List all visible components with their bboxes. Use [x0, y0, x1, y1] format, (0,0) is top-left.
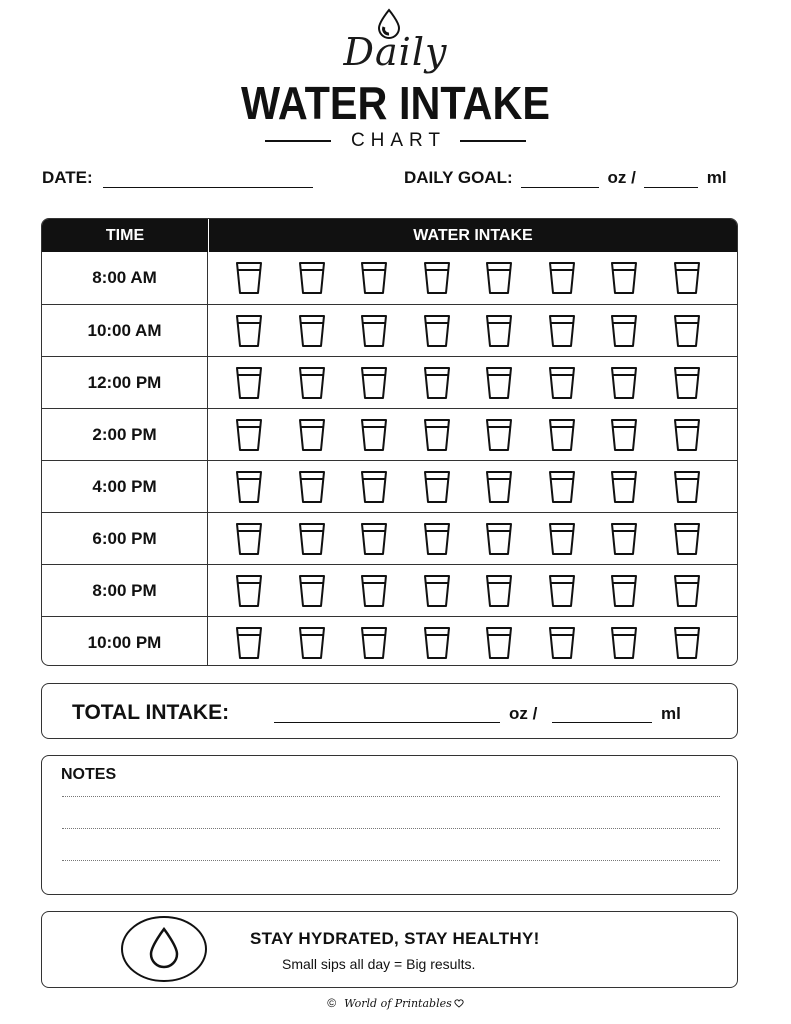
cup-icon[interactable]: [360, 314, 388, 348]
cup-icon[interactable]: [298, 366, 326, 400]
column-header-time: TIME: [42, 219, 209, 252]
cup-icon[interactable]: [423, 522, 451, 556]
cups-cell: [208, 305, 737, 356]
note-line[interactable]: [62, 828, 720, 829]
cup-icon[interactable]: [485, 261, 513, 295]
time-cell: 2:00 PM: [42, 409, 208, 460]
cup-icon[interactable]: [610, 626, 638, 660]
cup-icon[interactable]: [298, 314, 326, 348]
cup-icon[interactable]: [485, 366, 513, 400]
time-cell: 8:00 AM: [42, 252, 208, 304]
cup-icon[interactable]: [485, 314, 513, 348]
cup-icon[interactable]: [298, 626, 326, 660]
notes-label: NOTES: [61, 766, 117, 783]
goal-label: DAILY GOAL:: [404, 168, 513, 187]
total-intake-label: TOTAL INTAKE:: [72, 701, 230, 724]
cup-icon[interactable]: [298, 418, 326, 452]
table-row: [42, 356, 737, 408]
table-header: [42, 219, 737, 252]
table-row: [42, 616, 737, 666]
cups-cell: [208, 357, 737, 408]
cup-icon[interactable]: [548, 366, 576, 400]
date-field: [42, 168, 313, 188]
table-row: [42, 564, 737, 616]
cup-icon[interactable]: [548, 470, 576, 504]
cup-icon[interactable]: [610, 261, 638, 295]
cups-cell: [208, 565, 737, 616]
total-oz-input[interactable]: [274, 722, 500, 723]
goal-ml-input[interactable]: [644, 169, 698, 188]
cup-icon[interactable]: [423, 366, 451, 400]
cup-icon[interactable]: [423, 261, 451, 295]
cup-icon[interactable]: [235, 366, 263, 400]
cup-icon[interactable]: [235, 574, 263, 608]
cup-icon[interactable]: [360, 626, 388, 660]
cup-icon[interactable]: [673, 574, 701, 608]
cup-icon[interactable]: [423, 470, 451, 504]
date-input[interactable]: [103, 169, 313, 188]
time-cell: 10:00 PM: [42, 617, 208, 666]
subtitle: CHART: [350, 130, 447, 151]
oz-unit: oz /: [607, 168, 636, 187]
table-row: [42, 512, 737, 564]
cup-icon[interactable]: [673, 522, 701, 556]
cup-icon[interactable]: [673, 418, 701, 452]
cup-icon[interactable]: [235, 626, 263, 660]
cup-icon[interactable]: [423, 574, 451, 608]
table-row: [42, 252, 737, 304]
cups-cell: [208, 513, 737, 564]
cup-icon[interactable]: [423, 626, 451, 660]
total-intake-box: [41, 683, 738, 739]
notes-box: [41, 755, 738, 895]
cup-icon[interactable]: [610, 314, 638, 348]
cup-icon[interactable]: [610, 522, 638, 556]
time-cell: 8:00 PM: [42, 565, 208, 616]
goal-oz-input[interactable]: [521, 169, 599, 188]
note-line[interactable]: [62, 796, 720, 797]
cups-cell: [208, 252, 737, 304]
cup-icon[interactable]: [360, 470, 388, 504]
cup-icon[interactable]: [235, 418, 263, 452]
table-row: [42, 304, 737, 356]
total-ml-unit: ml: [661, 704, 681, 723]
subtitle-row: [0, 130, 791, 152]
cup-icon[interactable]: [235, 522, 263, 556]
time-cell: 12:00 PM: [42, 357, 208, 408]
cup-icon[interactable]: [360, 366, 388, 400]
table-row: [42, 460, 737, 512]
total-ml-input[interactable]: [552, 722, 652, 723]
date-label: DATE:: [42, 168, 93, 187]
intake-table: [41, 218, 738, 666]
cup-icon[interactable]: [548, 522, 576, 556]
time-cell: 6:00 PM: [42, 513, 208, 564]
cup-icon[interactable]: [298, 261, 326, 295]
cup-icon[interactable]: [485, 574, 513, 608]
cup-icon[interactable]: [673, 626, 701, 660]
cup-icon[interactable]: [423, 314, 451, 348]
ml-unit: ml: [706, 168, 727, 187]
total-oz-unit: oz /: [509, 704, 538, 723]
cup-icon[interactable]: [360, 418, 388, 452]
cup-icon[interactable]: [548, 418, 576, 452]
cup-icon[interactable]: [235, 470, 263, 504]
cup-icon[interactable]: [548, 261, 576, 295]
table-body: [42, 252, 737, 666]
cup-icon[interactable]: [298, 574, 326, 608]
table-row: [42, 408, 737, 460]
column-header-water-intake: WATER INTAKE: [413, 226, 533, 244]
cups-cell: [208, 461, 737, 512]
cup-icon[interactable]: [485, 626, 513, 660]
cup-icon[interactable]: [673, 366, 701, 400]
note-line[interactable]: [62, 860, 720, 861]
time-cell: 4:00 PM: [42, 461, 208, 512]
cup-icon[interactable]: [360, 574, 388, 608]
cup-icon[interactable]: [360, 522, 388, 556]
cup-icon[interactable]: [485, 470, 513, 504]
cup-icon[interactable]: [548, 626, 576, 660]
cup-icon[interactable]: [673, 314, 701, 348]
cup-icon[interactable]: [610, 418, 638, 452]
cup-icon[interactable]: [673, 261, 701, 295]
cup-icon[interactable]: [423, 418, 451, 452]
copyright: [0, 996, 791, 1010]
brand-name: World of Printables: [344, 996, 452, 1010]
cup-icon[interactable]: [548, 574, 576, 608]
cup-icon[interactable]: [673, 470, 701, 504]
cup-icon[interactable]: [610, 366, 638, 400]
cup-icon[interactable]: [298, 470, 326, 504]
hydration-title: STAY HYDRATED, STAY HEALTHY!: [250, 929, 540, 948]
cup-icon[interactable]: [610, 574, 638, 608]
water-drop-icon: [120, 915, 208, 983]
hydration-tip-box: [41, 911, 738, 988]
goal-field: [404, 168, 731, 188]
cup-icon[interactable]: [548, 314, 576, 348]
cup-icon[interactable]: [235, 261, 263, 295]
cup-icon[interactable]: [485, 522, 513, 556]
copyright-symbol: ©: [327, 996, 337, 1010]
cup-icon[interactable]: [235, 314, 263, 348]
time-cell: 10:00 AM: [42, 305, 208, 356]
cups-cell: [208, 409, 737, 460]
cup-icon[interactable]: [360, 261, 388, 295]
script-title: Daily: [343, 30, 448, 74]
cup-icon[interactable]: [485, 418, 513, 452]
divider: [265, 140, 331, 142]
main-title: WATER INTAKE: [241, 77, 550, 129]
hydration-subtitle: Small sips all day = Big results.: [282, 956, 476, 972]
heart-icon: [454, 998, 464, 1008]
cups-cell: [208, 617, 737, 666]
cup-icon[interactable]: [298, 522, 326, 556]
cup-icon[interactable]: [610, 470, 638, 504]
divider: [460, 140, 526, 142]
